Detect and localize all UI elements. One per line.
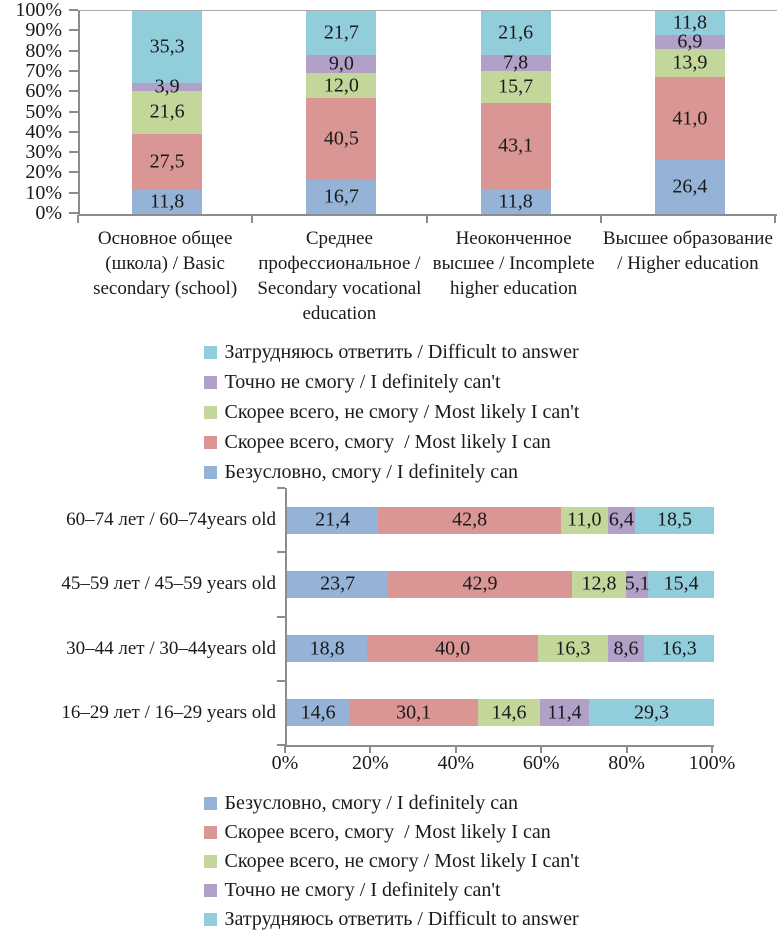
bar-value-label: 5,1 bbox=[624, 572, 650, 595]
bar-value-label: 42,9 bbox=[462, 572, 498, 595]
bar-value-label: 16,3 bbox=[661, 637, 697, 660]
bar-value-label: 40,5 bbox=[323, 127, 359, 150]
bar-segment-most-likely-can bbox=[378, 507, 561, 534]
y-axis-tick-label: 50% bbox=[25, 100, 62, 123]
y-axis-tick-label: 80% bbox=[25, 39, 62, 62]
legend-label: Скорее всего, смогу / Most likely I can bbox=[224, 430, 551, 453]
bar-value-label: 13,9 bbox=[672, 51, 708, 74]
bar-value-label: 27,5 bbox=[149, 150, 185, 173]
y-category-label: 60–74 лет / 60–74years old bbox=[66, 509, 276, 531]
stacked-bar bbox=[287, 571, 714, 598]
y-axis-tick-label: 70% bbox=[25, 59, 62, 82]
bar-segment-most-likely-can bbox=[349, 699, 478, 726]
y-category-label: 16–29 лет / 16–29 years old bbox=[61, 701, 276, 723]
y-axis-tick-label: 0% bbox=[35, 202, 62, 224]
bar-segment-definitely-can bbox=[287, 507, 378, 534]
bar-value-label: 14,6 bbox=[300, 701, 336, 724]
x-axis-tick-label: 0% bbox=[271, 752, 299, 774]
bar-value-label: 16,7 bbox=[323, 185, 359, 208]
y-axis-tick-label: 10% bbox=[25, 181, 62, 204]
x-category-label: Высшее образование / Higher education bbox=[602, 228, 773, 274]
bar-segment-most-likely-cant bbox=[561, 507, 608, 534]
y-axis-tick-mark bbox=[277, 616, 285, 618]
legend-swatch-most-likely-can bbox=[204, 826, 217, 839]
bar-segment-most-likely-cant bbox=[538, 635, 608, 662]
legend-label: Скорее всего, не смогу / Most likely I can't bbox=[224, 850, 580, 872]
bar-value-label: 12,8 bbox=[581, 572, 617, 595]
legend-item-definitely-cant bbox=[204, 876, 580, 905]
bar-value-label: 35,3 bbox=[149, 35, 185, 58]
y-category-label: 45–59 лет / 45–59 years old bbox=[61, 573, 276, 595]
x-category-label: Неоконченное высшее / Incomplete higher education bbox=[432, 228, 595, 299]
bar-value-label: 21,7 bbox=[323, 21, 359, 44]
bar-value-label: 43,1 bbox=[498, 134, 534, 157]
y-axis-tick-label: 40% bbox=[25, 120, 62, 143]
bar-value-label: 6,9 bbox=[677, 30, 703, 53]
legend-item-most-likely-can bbox=[204, 818, 580, 847]
legend-item-most-likely-cant bbox=[204, 847, 580, 876]
legend-label: Затрудняюсь ответить / Difficult to answer bbox=[224, 340, 579, 363]
y-axis-tick-mark bbox=[277, 680, 285, 682]
y-axis-tick-label: 60% bbox=[25, 80, 62, 103]
bar-segment-difficult-to-answer bbox=[644, 635, 714, 662]
bar-segment-definitely-cant bbox=[626, 571, 648, 598]
bar-value-label: 8,6 bbox=[613, 637, 639, 660]
legend-label: Скорее всего, не смогу / Most likely I can't bbox=[224, 400, 580, 423]
y-category-label: 30–44 лет / 30–44years old bbox=[66, 637, 276, 659]
bar-value-label: 21,6 bbox=[498, 21, 534, 44]
bar-segment-most-likely-cant bbox=[572, 571, 627, 598]
bar-value-label: 40,0 bbox=[435, 637, 471, 660]
y-axis-tick-mark bbox=[277, 551, 285, 553]
x-category-label: Основное общее (школа) / Basic secondary (school) bbox=[93, 228, 238, 299]
x-axis-tick-label: 80% bbox=[608, 752, 645, 774]
bar-value-label: 11,4 bbox=[547, 701, 582, 724]
bar-value-label: 11,8 bbox=[672, 11, 708, 34]
legend-label: Скорее всего, смогу / Most likely I can bbox=[224, 821, 551, 843]
bar-value-label: 29,3 bbox=[633, 701, 669, 724]
bar-segment-difficult-to-answer bbox=[635, 507, 714, 534]
bar-value-label: 16,3 bbox=[555, 637, 591, 660]
bar-value-label: 21,6 bbox=[149, 100, 185, 123]
bar-value-label: 18,5 bbox=[657, 508, 693, 531]
bar-segment-definitely-cant bbox=[608, 507, 635, 534]
legend-label: Безусловно, смогу / I definitely can bbox=[224, 460, 518, 483]
age-chart-legend bbox=[204, 789, 580, 934]
bar-value-label: 26,4 bbox=[672, 175, 708, 198]
legend-label: Точно не смогу / I definitely can't bbox=[224, 370, 501, 393]
bar-value-label: 11,0 bbox=[567, 508, 602, 531]
legend-item-definitely-can bbox=[204, 789, 580, 818]
bar-value-label: 11,8 bbox=[149, 190, 185, 213]
bar-segment-definitely-cant bbox=[608, 635, 645, 662]
bar-segment-most-likely-can bbox=[367, 635, 538, 662]
bar-value-label: 41,0 bbox=[672, 107, 708, 130]
legend-label: Точно не смогу / I definitely can't bbox=[224, 879, 501, 901]
stacked-bar bbox=[287, 507, 714, 534]
x-category-label: Среднее профессиональное / Secondary vocational education bbox=[257, 228, 422, 324]
legend-swatch-most-likely-cant bbox=[204, 855, 217, 868]
legend-item-difficult-to-answer bbox=[204, 905, 580, 934]
age-chart-plot-area bbox=[285, 488, 714, 747]
y-axis-tick-label: 20% bbox=[25, 161, 62, 184]
bar-value-label: 42,8 bbox=[452, 508, 488, 531]
bar-segment-most-likely-cant bbox=[478, 699, 540, 726]
legend-swatch-definitely-cant bbox=[204, 884, 217, 897]
y-axis-tick-label: 100% bbox=[15, 0, 62, 21]
bar-value-label: 9,0 bbox=[328, 52, 354, 75]
bar-segment-most-likely-can bbox=[388, 571, 571, 598]
bar-segment-difficult-to-answer bbox=[589, 699, 714, 726]
bar-segment-difficult-to-answer bbox=[648, 571, 714, 598]
x-axis-tick-label: 40% bbox=[437, 752, 475, 774]
bar-value-label: 23,7 bbox=[320, 572, 356, 595]
bar-segment-definitely-can bbox=[287, 635, 367, 662]
bar-value-label: 30,1 bbox=[396, 701, 432, 724]
legend-swatch-definitely-can bbox=[204, 797, 217, 810]
bar-value-label: 6,4 bbox=[608, 508, 634, 531]
bar-value-label: 12,0 bbox=[323, 74, 359, 97]
bar-value-label: 11,8 bbox=[498, 190, 533, 213]
x-axis-tick-label: 20% bbox=[352, 752, 389, 774]
bar-segment-definitely-can bbox=[287, 699, 349, 726]
y-axis-tick-label: 90% bbox=[25, 19, 62, 42]
stacked-bar bbox=[287, 635, 714, 662]
x-axis-tick-label: 100% bbox=[688, 752, 736, 774]
y-axis-tick-mark bbox=[277, 487, 285, 489]
legend-label: Затрудняюсь ответить / Difficult to answer bbox=[224, 908, 579, 930]
legend-swatch-difficult-to-answer bbox=[204, 913, 217, 926]
stacked-bar bbox=[287, 699, 714, 726]
legend-label: Безусловно, смогу / I definitely can bbox=[224, 792, 518, 814]
bar-value-label: 14,6 bbox=[491, 701, 527, 724]
bar-value-label: 15,7 bbox=[498, 75, 534, 98]
bar-value-label: 18,8 bbox=[309, 637, 345, 660]
bar-segment-definitely-cant bbox=[540, 699, 589, 726]
x-axis-tick-label: 60% bbox=[522, 752, 560, 774]
bar-segment-definitely-can bbox=[287, 571, 388, 598]
bar-value-label: 7,8 bbox=[503, 51, 529, 74]
y-axis-tick-label: 30% bbox=[25, 141, 62, 164]
bar-value-label: 3,9 bbox=[154, 75, 180, 98]
bar-value-label: 21,4 bbox=[315, 508, 351, 531]
bar-value-label: 15,4 bbox=[663, 572, 699, 595]
